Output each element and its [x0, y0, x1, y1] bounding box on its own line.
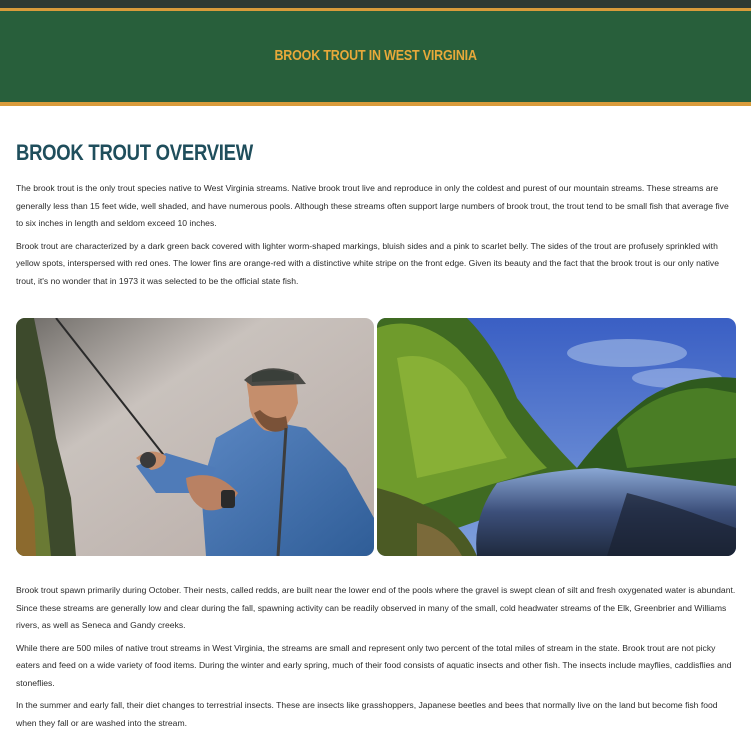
details-paragraph: While there are 500 miles of native trout streams in West Virginia, the streams are small and represent only two percent of the total miles of stream in the state. Brook trout are not picky eaters and feed on a wide variety of food items. During the winter and early spring, much of their food consists of aquatic insects and other fish. The insects include mayflies, caddisflies and stoneflies.: [16, 642, 732, 688]
top-dark-strip: [0, 0, 751, 8]
banner-gold-rule: [0, 102, 751, 106]
section-heading-overview: BROOK TROUT OVERVIEW: [16, 140, 253, 165]
stream-photo: [377, 318, 736, 556]
details-paragraph: Brook trout spawn primarily during October. Their nests, called redds, are built near the lower end of the pools where the gravel is swept clean of silt and fresh oxygenated water is abundant. Since these streams are generally low and clear during the fall, spawning activity can be readily observed in many of the small, cold headwater streams of the Elk, Greenbrier and Williams rivers, as well as Seneca and Gandy creeks.: [16, 585, 736, 630]
angler-photo: [16, 318, 374, 556]
details-text: [16, 582, 736, 737]
page-banner: [0, 11, 751, 102]
stream-photo-image: [377, 318, 736, 556]
overview-paragraph: Brook trout are characterized by a dark green back covered with lighter worm-shaped markings, bluish sides and a pink to scarlet belly. The sides of the trout are profusely sprinkled with yellow spots, interspersed with red ones. The lower fins are orange-red with a distinctive white stripe on the front edge. Given its beauty and the fact that the brook trout is our only native trout, it's no wonder that in 1973 it was selected to be the official state fish.: [16, 240, 719, 286]
overview-paragraph: The brook trout is the only trout species native to West Virginia streams. Native brook trout live and reproduce in only the coldest and purest of our mountain streams. These streams are generally less than 15 feet wide, well shaded, and have numerous pools. Although these streams often support large numbers of brook trout, the trout tend to be small fish that average five to six inches in length and seldom exceed 10 inches.: [16, 183, 729, 228]
overview-text: [16, 180, 736, 295]
page-title: BROOK TROUT IN WEST VIRGINIA: [274, 47, 477, 64]
details-paragraph: In the summer and early fall, their diet changes to terrestrial insects. These are insects like grasshoppers, Japanese beetles and bees that normally live on the land but become fish food when they fall or are washed into the stream.: [16, 700, 718, 728]
angler-photo-image: [16, 318, 374, 556]
